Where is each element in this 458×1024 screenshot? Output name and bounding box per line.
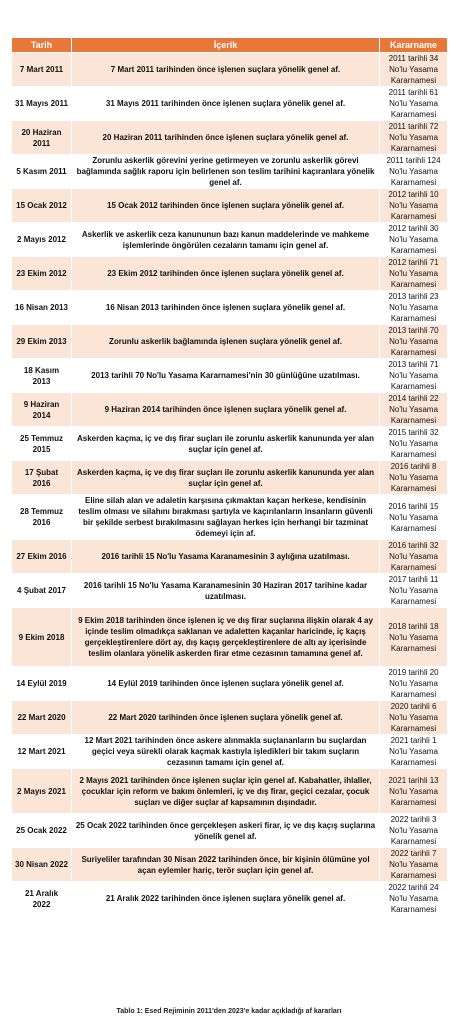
row-decree: 2012 tarihli 30 No'lu Yasama Kararnamesi <box>380 223 448 257</box>
table-row <box>12 608 448 667</box>
row-date: 12 Mart 2021 <box>12 735 72 769</box>
row-date: 31 Mayıs 2011 <box>12 87 72 121</box>
row-content: Askerden kaçma, iç ve dış firar suçları ile zorunlu askerlik kanununda yer alan suçlar için genel af. <box>72 427 380 461</box>
table-row <box>12 87 448 121</box>
row-date: 14 Eylül 2019 <box>12 667 72 701</box>
header-content: İçerik <box>72 38 380 53</box>
amnesty-table-container <box>11 37 447 916</box>
row-content: Eline silah alan ve adaletin karşısına çıkmaktan kaçan herkese, kendisinin teslim olması ve silahını bırakması şartıyla ve kaçırılanların insanların güvenli bir şekilde serbest bırakılmasını sağlayan herkes için herhangi bir tazminat ödemeyi için af. <box>72 495 380 540</box>
row-content: 25 Ocak 2022 tarihinden önce gerçekleşen askeri firar, iç ve dış kaçış suçlarına yönelik genel af. <box>72 814 380 848</box>
table-row <box>12 769 448 814</box>
table-row <box>12 882 448 916</box>
row-content: 20 Haziran 2011 tarihinden önce işlenen suçlara yönelik genel af. <box>72 121 380 155</box>
table-row <box>12 735 448 769</box>
table-row <box>12 291 448 325</box>
row-decree: 2011 tarihli 34 No'lu Yasama Kararnamesi <box>380 53 448 87</box>
header-decree: Kararname <box>380 38 448 53</box>
row-decree: 2016 tarihli 8 No'lu Yasama Kararnamesi <box>380 461 448 495</box>
row-date: 28 Temmuz 2016 <box>12 495 72 540</box>
row-decree: 2013 tarihli 70 No'lu Yasama Kararnamesi <box>380 325 448 359</box>
row-decree: 2022 tarihli 24 No'lu Yasama Kararnamesi <box>380 882 448 916</box>
table-body <box>12 53 448 916</box>
row-content: 2013 tarihli 70 No'lu Yasama Kararnamesi'nin 30 günlüğüne uzatılması. <box>72 359 380 393</box>
row-content: 9 Ekim 2018 tarihinden önce işlenen iç ve dış firar suçlarına ilişkin olarak 4 ay içinde teslim olmadıkça saklanan ve adaletten kaçanlar haricinde, iç kaçış gerçekleştirenlere dört ay, dış kaçış gerçekleştirenlere de altı ay içerisinde teslim olanlara yönelik askerden firar etme cezasının tamamına genel af. <box>72 608 380 667</box>
row-content: 7 Mart 2011 tarihinden önce işlenen suçlara yönelik genel af. <box>72 53 380 87</box>
table-row <box>12 257 448 291</box>
table-row <box>12 121 448 155</box>
row-content: Zorunlu askerlik görevini yerine getirmeyen ve zorunlu askerlik görevi bağlamında sağlık raporu için belirlenen son teslim tarihini kaçıranlara yönelik genel af. <box>72 155 380 189</box>
row-content: Askerden kaçma, iç ve dış firar suçları ile zorunlu askerlik kanununda yer alan suçlar için genel af. <box>72 461 380 495</box>
table-row <box>12 223 448 257</box>
row-decree: 2022 tarihli 7 No'lu Yasama Kararnamesi <box>380 848 448 882</box>
table-row <box>12 701 448 735</box>
row-content: 12 Mart 2021 tarihinden önce askere alınmakla suçlananların bu suçlardan geçici veya sürekli olarak kaçmak kastıyla işledikleri bir takım suçların cezasının tamamı için genel af. <box>72 735 380 769</box>
row-content: 9 Haziran 2014 tarihinden önce işlenen suçlara yönelik genel af. <box>72 393 380 427</box>
row-decree: 2021 tarihli 1 No'lu Yasama Kararnamesi <box>380 735 448 769</box>
row-date: 20 Haziran 2011 <box>12 121 72 155</box>
row-date: 21 Aralık 2022 <box>12 882 72 916</box>
row-decree: 2020 tarihli 6 No'lu Yasama Kararnamesi <box>380 701 448 735</box>
table-row <box>12 189 448 223</box>
table-row <box>12 461 448 495</box>
row-date: 7 Mart 2011 <box>12 53 72 87</box>
row-decree: 2013 tarihli 23 No'lu Yasama Kararnamesi <box>380 291 448 325</box>
row-decree: 2013 tarihli 71 No'lu Yasama Kararnamesi <box>380 359 448 393</box>
row-date: 2 Mayıs 2021 <box>12 769 72 814</box>
row-date: 30 Nisan 2022 <box>12 848 72 882</box>
row-content: 2016 tarihli 15 No'lu Yasama Karanamesinin 3 aylığına uzatılması. <box>72 540 380 574</box>
row-content: 15 Ocak 2012 tarihinden önce işlenen suçlara yönelik genel af. <box>72 189 380 223</box>
row-date: 27 Ekim 2016 <box>12 540 72 574</box>
row-date: 4 Şubat 2017 <box>12 574 72 608</box>
row-date: 22 Mart 2020 <box>12 701 72 735</box>
row-decree: 2022 tarihli 3 No'lu Yasama Kararnamesi <box>380 814 448 848</box>
table-row <box>12 325 448 359</box>
table-row <box>12 359 448 393</box>
table-row <box>12 574 448 608</box>
row-content: 31 Mayıs 2011 tarihinden önce işlenen suçlara yönelik genel af. <box>72 87 380 121</box>
table-row <box>12 814 448 848</box>
row-content: Zorunlu askerlik bağlamında işlenen suçlara yönelik genel af. <box>72 325 380 359</box>
row-decree: 2015 tarihli 32 No'lu Yasama Kararnamesi <box>380 427 448 461</box>
row-decree: 2021 tarihli 13 No'lu Yasama Kararnamesi <box>380 769 448 814</box>
row-date: 29 Ekim 2013 <box>12 325 72 359</box>
row-decree: 2012 tarihli 10 No'lu Yasama Kararnamesi <box>380 189 448 223</box>
row-date: 17 Şubat 2016 <box>12 461 72 495</box>
row-decree: 2018 tarihli 18 No'lu Yasama Kararnamesi <box>380 608 448 667</box>
table-row <box>12 495 448 540</box>
row-content: 21 Aralık 2022 tarihinden önce işlenen suçlara yönelik genel af. <box>72 882 380 916</box>
row-decree: 2017 tarihli 11 No'lu Yasama Kararnamesi <box>380 574 448 608</box>
table-row <box>12 155 448 189</box>
row-date: 23 Ekim 2012 <box>12 257 72 291</box>
row-date: 18 Kasım 2013 <box>12 359 72 393</box>
table-row <box>12 53 448 87</box>
row-content: 23 Ekim 2012 tarihinden önce işlenen suçlara yönelik genel af. <box>72 257 380 291</box>
table-row <box>12 427 448 461</box>
row-decree: 2011 tarihli 124 No'lu Yasama Kararnamesi <box>380 155 448 189</box>
row-content: 2 Mayıs 2021 tarihinden önce işlenen suçlar için genel af. Kabahatler, ihlaller, çocuklar için reform ve bakım önlemleri, iç ve dış firar, geçici cezalar, çocuk suçları ve diğer suçlar af kapsamının dışındadır. <box>72 769 380 814</box>
row-decree: 2011 tarihli 72 No'lu Yasama Kararnamesi <box>380 121 448 155</box>
row-content: 2016 tarihli 15 No'lu Yasama Karanamesinin 30 Haziran 2017 tarihine kadar uzatılması. <box>72 574 380 608</box>
table-row <box>12 667 448 701</box>
amnesty-table <box>11 37 448 916</box>
row-date: 2 Mayıs 2012 <box>12 223 72 257</box>
row-content: Suriyeliler tarafından 30 Nisan 2022 tarihinden önce, bir kişinin ölümüne yol açan eylemler hariç, terör suçları için genel af. <box>72 848 380 882</box>
header-date: Tarih <box>12 38 72 53</box>
table-row <box>12 393 448 427</box>
row-content: 22 Mart 2020 tarihinden önce işlenen suçlara yönelik genel af. <box>72 701 380 735</box>
row-decree: 2011 tarihli 61 No'lu Yasama Kararnamesi <box>380 87 448 121</box>
table-row <box>12 540 448 574</box>
row-decree: 2016 tarihli 32 No'lu Yasama Kararnamesi <box>380 540 448 574</box>
row-date: 25 Temmuz 2015 <box>12 427 72 461</box>
row-date: 16 Nisan 2013 <box>12 291 72 325</box>
row-date: 5 Kasım 2011 <box>12 155 72 189</box>
row-content: Askerlik ve askerlik ceza kanununun bazı kanun maddelerinde ve mahkeme işlemlerinde öngörülen cezaların tamamı için genel af. <box>72 223 380 257</box>
table-row <box>12 848 448 882</box>
row-content: 14 Eylül 2019 tarihinden önce işlenen suçlara yönelik genel af. <box>72 667 380 701</box>
row-decree: 2014 tarihli 22 No'lu Yasama Kararnamesi <box>380 393 448 427</box>
row-date: 9 Ekim 2018 <box>12 608 72 667</box>
row-date: 15 Ocak 2012 <box>12 189 72 223</box>
row-decree: 2012 tarihli 71 No'lu Yasama Kararnamesi <box>380 257 448 291</box>
row-content: 16 Nisan 2013 tarihinden önce işlenen suçlara yönelik genel af. <box>72 291 380 325</box>
table-header-row <box>12 38 448 53</box>
row-date: 25 Ocak 2022 <box>12 814 72 848</box>
row-decree: 2019 tarihli 20 No'lu Yasama Kararnamesi <box>380 667 448 701</box>
row-date: 9 Haziran 2014 <box>12 393 72 427</box>
row-decree: 2016 tarihli 15 No'lu Yasama Kararnamesi <box>380 495 448 540</box>
table-caption: Tablo 1: Esed Rejiminin 2011'den 2023'e kadar açıkladığı af kararları <box>116 1008 342 1015</box>
